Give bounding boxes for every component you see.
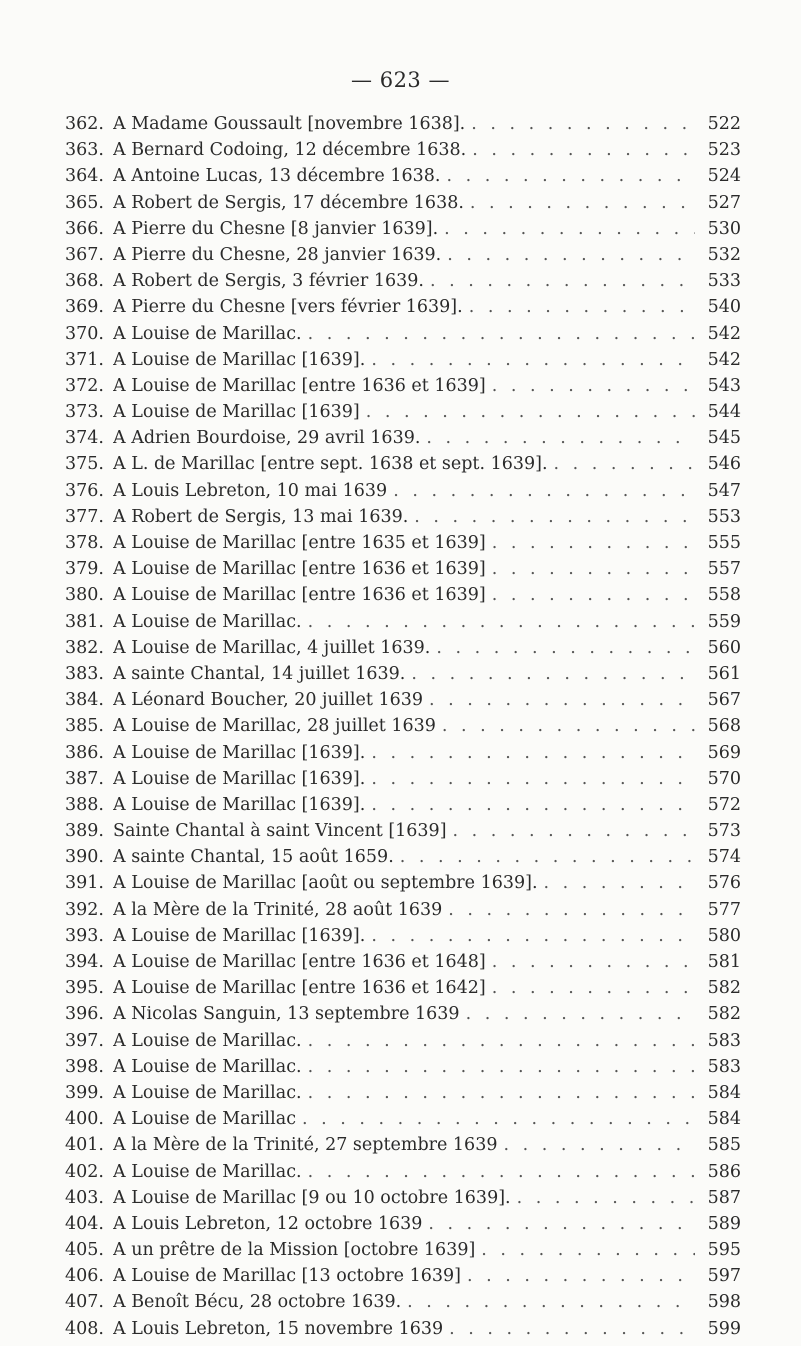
entry-page: 560 (707, 637, 741, 658)
entry-page: 572 (707, 794, 741, 815)
entry-number: 381. (65, 611, 104, 632)
entry-title: A L. de Marillac [entre sept. 1638 et sept. 1639]. (113, 454, 548, 475)
entry-title: A Louis Lebreton, 10 mai 1639 (113, 480, 388, 501)
entry-page: 584 (707, 1109, 741, 1130)
toc-entry (65, 664, 741, 690)
entry-number: 378. (65, 533, 104, 553)
toc-entry (65, 114, 741, 140)
entry-number: 379. (65, 559, 104, 580)
entry-number: 401. (65, 1135, 104, 1156)
entry-number: 403. (65, 1187, 104, 1208)
entry-page: 545 (707, 428, 741, 449)
entry-page: 523 (707, 140, 741, 161)
entry-title: A Bernard Codoing, 12 décembre 1638. (113, 140, 467, 161)
toc-entry (65, 1083, 741, 1109)
dot-leader (371, 743, 695, 763)
entry-title: A Louise de Marillac, 4 juillet 1639. (113, 637, 431, 658)
entry-number: 377. (65, 506, 104, 527)
entry-title: A Louise de Marillac. (113, 1030, 302, 1051)
entry-title: A Louise de Marillac [13 octobre 1639] (113, 1266, 461, 1287)
dot-leader (366, 402, 695, 422)
dot-leader (308, 612, 695, 632)
entry-number: 367. (65, 244, 104, 265)
entry-number: 371. (65, 349, 104, 370)
toc-entry (65, 428, 741, 454)
dot-leader (371, 795, 695, 815)
entry-number: 398. (65, 1056, 104, 1077)
dot-leader (371, 926, 695, 946)
entry-title: A Robert de Sergis, 3 février 1639. (113, 271, 424, 292)
toc-entry (65, 1240, 741, 1266)
toc-entry (65, 402, 741, 428)
entry-number: 380. (65, 585, 104, 606)
entry-number: 382. (65, 637, 104, 658)
entry-page: 559 (707, 611, 741, 632)
entry-number: 391. (65, 873, 104, 894)
dot-leader (554, 454, 695, 474)
toc-entry (65, 245, 741, 271)
entry-number: 373. (65, 402, 104, 423)
toc-entry (65, 324, 741, 350)
toc-entry (65, 612, 741, 638)
entry-title: A Louise de Marillac [1639]. (113, 349, 366, 370)
dot-leader (471, 114, 695, 134)
entry-number: 406. (65, 1266, 104, 1287)
toc-entry (65, 297, 741, 323)
entry-page: 599 (707, 1318, 741, 1339)
entry-number: 395. (65, 978, 104, 999)
toc-entry (65, 769, 741, 795)
entry-number: 404. (65, 1213, 104, 1234)
entry-title: A sainte Chantal, 15 août 1659. (113, 847, 394, 868)
entry-title: A Nicolas Sanguin, 13 septembre 1639 (113, 1004, 460, 1025)
entry-number: 363. (65, 140, 104, 161)
entry-page: 522 (707, 114, 741, 134)
dot-leader (470, 193, 695, 213)
entry-number: 390. (65, 847, 104, 868)
dot-leader (371, 350, 695, 370)
entry-number: 365. (65, 192, 104, 213)
entry-page: 583 (707, 1056, 741, 1077)
entry-title: A Benoît Bécu, 28 octobre 1639. (113, 1292, 402, 1313)
dot-leader (308, 1162, 695, 1182)
toc-entry (65, 1135, 741, 1161)
dot-leader (492, 559, 695, 579)
toc-entry (65, 1214, 741, 1240)
entry-title: A Louise de Marillac [entre 1635 et 1639] (113, 533, 486, 553)
toc-entry (65, 1109, 741, 1135)
dot-leader (371, 769, 695, 789)
entry-page: 577 (707, 899, 741, 920)
entry-title: A Louise de Marillac, 28 juillet 1639 (113, 716, 436, 737)
dot-leader (308, 1083, 695, 1103)
entry-page: 557 (707, 559, 741, 580)
entry-title: A Louise de Marillac [entre 1636 et 1639] (113, 559, 486, 580)
entry-title: A Louise de Marillac [9 ou 10 octobre 1639]. (113, 1187, 511, 1208)
dot-leader (492, 978, 695, 998)
dot-leader (446, 166, 695, 186)
entry-page: 546 (707, 454, 741, 475)
entry-title: A Pierre du Chesne, 28 janvier 1639. (113, 244, 442, 265)
entry-page: 533 (707, 271, 741, 292)
entry-page: 586 (707, 1161, 741, 1182)
entry-title: A Louise de Marillac (113, 1109, 296, 1130)
entry-number: 389. (65, 821, 104, 842)
dot-leader (492, 533, 695, 553)
dot-leader (407, 1292, 695, 1312)
entry-page: 567 (707, 690, 741, 711)
entry-page: 542 (707, 349, 741, 370)
entry-page: 595 (707, 1240, 741, 1261)
entry-title: A Louise de Marillac. (113, 1161, 302, 1182)
entry-number: 383. (65, 663, 104, 684)
page-number: — 623 — (351, 68, 450, 92)
entry-title: A Louise de Marillac. (113, 611, 302, 632)
entry-number: 362. (65, 114, 104, 134)
toc-entry (65, 1292, 741, 1318)
entry-page: 561 (707, 663, 741, 684)
toc-entry (65, 140, 741, 166)
dot-leader (492, 952, 695, 972)
toc-entry (65, 926, 741, 952)
entry-number: 407. (65, 1292, 104, 1313)
dot-leader (449, 1319, 695, 1339)
toc-entry (65, 350, 741, 376)
toc-entry (65, 507, 741, 533)
entry-page: 587 (707, 1187, 741, 1208)
entry-number: 364. (65, 166, 104, 187)
entry-page: 584 (707, 1082, 741, 1103)
entry-page: 543 (707, 375, 741, 396)
dot-leader (393, 481, 695, 501)
dot-leader (444, 219, 695, 239)
toc-entry (65, 743, 741, 769)
toc-entry (65, 847, 741, 873)
entry-title: A Louise de Marillac. (113, 1056, 302, 1077)
entry-page: 547 (707, 480, 741, 501)
entry-title: A Antoine Lucas, 13 décembre 1638. (113, 166, 441, 187)
entry-page: 558 (707, 585, 741, 606)
dot-leader (472, 140, 695, 160)
entry-number: 374. (65, 428, 104, 449)
toc-entry (65, 1004, 741, 1030)
entry-page: 555 (707, 533, 741, 553)
table-of-contents (65, 114, 741, 1345)
entry-title: A Louise de Marillac [1639]. (113, 925, 366, 946)
dot-leader (467, 1266, 695, 1286)
dot-leader (426, 428, 695, 448)
dot-leader (503, 1135, 695, 1155)
entry-number: 405. (65, 1240, 104, 1261)
entry-page: 583 (707, 1030, 741, 1051)
entry-page: 527 (707, 192, 741, 213)
entry-number: 384. (65, 690, 104, 711)
dot-leader (469, 297, 695, 317)
entry-number: 408. (65, 1318, 104, 1339)
dot-leader (308, 324, 695, 344)
entry-number: 393. (65, 925, 104, 946)
entry-page: 582 (707, 978, 741, 999)
entry-page: 524 (707, 166, 741, 187)
toc-entry (65, 481, 741, 507)
dot-leader (442, 716, 695, 736)
dot-leader (544, 873, 695, 893)
entry-title: A Louise de Marillac. (113, 1082, 302, 1103)
entry-page: 532 (707, 244, 741, 265)
dot-leader (492, 585, 695, 605)
entry-title: A Louise de Marillac [entre 1636 et 1639] (113, 375, 486, 396)
entry-number: 397. (65, 1030, 104, 1051)
entry-number: 394. (65, 952, 104, 972)
toc-entry (65, 533, 741, 559)
entry-number: 366. (65, 218, 104, 239)
dot-leader (466, 1004, 695, 1024)
entry-page: 569 (707, 742, 741, 763)
entry-title: A un prêtre de la Mission [octobre 1639] (113, 1240, 476, 1261)
entry-page: 553 (707, 506, 741, 527)
toc-entry (65, 271, 741, 297)
dot-leader (429, 690, 695, 710)
entry-title: A Adrien Bourdoise, 29 avril 1639. (113, 428, 421, 449)
dot-leader (481, 1240, 695, 1260)
entry-number: 372. (65, 375, 104, 396)
dot-leader (447, 245, 695, 265)
entry-title: A Louise de Marillac [entre 1636 et 1648] (113, 952, 486, 972)
entry-page: 544 (707, 402, 741, 423)
entry-title: A la Mère de la Trinité, 28 août 1639 (113, 899, 443, 920)
entry-number: 369. (65, 297, 104, 318)
entry-page: 580 (707, 925, 741, 946)
entry-number: 375. (65, 454, 104, 475)
entry-title: A Louise de Marillac. (113, 323, 302, 344)
dot-leader (492, 376, 695, 396)
dot-leader (411, 664, 695, 684)
entry-title: A Léonard Boucher, 20 juillet 1639 (113, 690, 424, 711)
entry-number: 368. (65, 271, 104, 292)
entry-title: A Louise de Marillac [1639]. (113, 794, 366, 815)
entry-title: A Louise de Marillac [août ou septembre 1639]. (113, 873, 538, 894)
entry-title: A Louis Lebreton, 15 novembre 1639 (113, 1318, 444, 1339)
toc-entry (65, 1162, 741, 1188)
dot-leader (400, 847, 695, 867)
toc-entry (65, 1266, 741, 1292)
toc-entry (65, 585, 741, 611)
entry-number: 385. (65, 716, 104, 737)
toc-entry (65, 454, 741, 480)
entry-title: A Louise de Marillac [1639] (113, 402, 360, 423)
dot-leader (448, 900, 695, 920)
dot-leader (430, 271, 695, 291)
toc-entry (65, 821, 741, 847)
dot-leader (436, 638, 695, 658)
entry-number: 376. (65, 480, 104, 501)
entry-title: A Louise de Marillac [entre 1636 et 1639] (113, 585, 486, 606)
entry-page: 585 (707, 1135, 741, 1156)
entry-number: 386. (65, 742, 104, 763)
entry-number: 400. (65, 1109, 104, 1130)
entry-number: 396. (65, 1004, 104, 1025)
entry-title: A Pierre du Chesne [vers février 1639]. (113, 297, 463, 318)
dot-leader (302, 1109, 695, 1129)
dot-leader (414, 507, 695, 527)
entry-title: A Louise de Marillac [1639]. (113, 742, 366, 763)
toc-entry (65, 166, 741, 192)
dot-leader (453, 821, 695, 841)
dot-leader (428, 1214, 695, 1234)
dot-leader (517, 1188, 695, 1208)
toc-entry (65, 978, 741, 1004)
entry-title: A Pierre du Chesne [8 janvier 1639]. (113, 218, 439, 239)
toc-entry (65, 690, 741, 716)
entry-number: 388. (65, 794, 104, 815)
toc-entry (65, 219, 741, 245)
entry-page: 540 (707, 297, 741, 318)
dot-leader (308, 1031, 695, 1051)
entry-page: 570 (707, 768, 741, 789)
toc-entry (65, 873, 741, 899)
toc-entry (65, 1031, 741, 1057)
entry-page: 589 (707, 1213, 741, 1234)
entry-title: A Louise de Marillac [1639]. (113, 768, 366, 789)
toc-entry (65, 1319, 741, 1345)
entry-page: 574 (707, 847, 741, 868)
toc-entry (65, 795, 741, 821)
dot-leader (308, 1057, 695, 1077)
entry-title: A Louise de Marillac [entre 1636 et 1642] (113, 978, 486, 999)
entry-title: A Robert de Sergis, 17 décembre 1638. (113, 192, 464, 213)
entry-page: 598 (707, 1292, 741, 1313)
entry-number: 392. (65, 899, 104, 920)
toc-entry (65, 900, 741, 926)
entry-number: 370. (65, 323, 104, 344)
entry-page: 582 (707, 1004, 741, 1025)
toc-entry (65, 1057, 741, 1083)
toc-entry (65, 638, 741, 664)
entry-title: A sainte Chantal, 14 juillet 1639. (113, 663, 406, 684)
entry-page: 573 (707, 821, 741, 842)
toc-entry (65, 376, 741, 402)
entry-title: A la Mère de la Trinité, 27 septembre 1639 (113, 1135, 498, 1156)
entry-title: A Louis Lebreton, 12 octobre 1639 (113, 1213, 423, 1234)
entry-title: A Robert de Sergis, 13 mai 1639. (113, 506, 409, 527)
toc-entry (65, 559, 741, 585)
entry-page: 581 (707, 952, 741, 972)
entry-number: 402. (65, 1161, 104, 1182)
toc-entry (65, 716, 741, 742)
entry-page: 597 (707, 1266, 741, 1287)
toc-entry (65, 952, 741, 978)
entry-page: 576 (707, 873, 741, 894)
entry-page: 530 (707, 218, 741, 239)
toc-entry (65, 1188, 741, 1214)
entry-number: 387. (65, 768, 104, 789)
entry-page: 542 (707, 323, 741, 344)
entry-page: 568 (707, 716, 741, 737)
toc-entry (65, 193, 741, 219)
entry-title: Sainte Chantal à saint Vincent [1639] (113, 821, 447, 842)
entry-number: 399. (65, 1082, 104, 1103)
entry-title: A Madame Goussault [novembre 1638]. (113, 114, 466, 134)
